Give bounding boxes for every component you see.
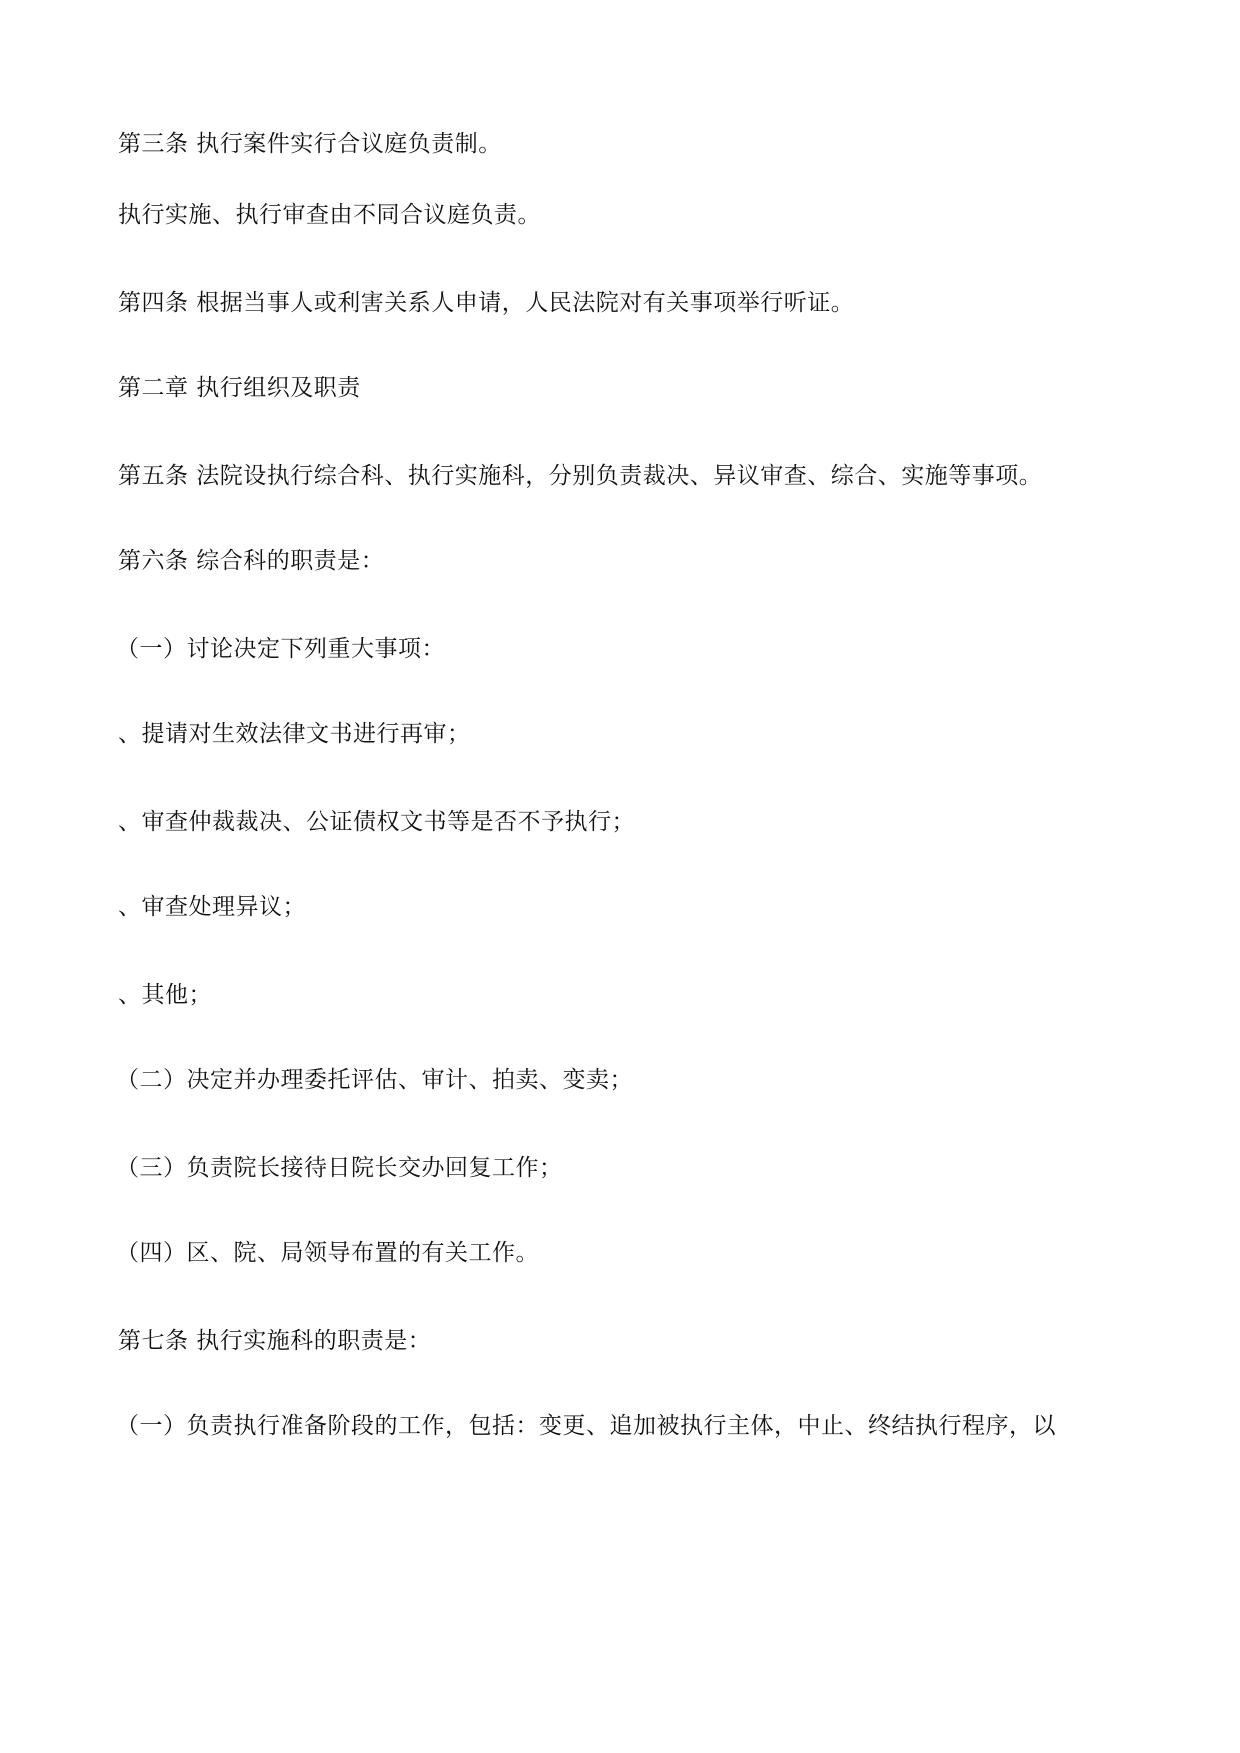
article-3: 第三条 执行案件实行合议庭负责制。 <box>118 131 502 157</box>
article-4: 第四条 根据当事人或利害关系人申请，人民法院对有关事项举行听证。 <box>118 290 855 316</box>
article-6-item-1-sub-b: 、审查仲裁裁决、公证债权文书等是否不予执行； <box>118 809 635 835</box>
article-6-item-4: （四）区、院、局领导布置的有关工作。 <box>116 1240 539 1266</box>
chapter-2-heading: 第二章 执行组织及职责 <box>118 375 361 401</box>
article-6-item-1-sub-d: 、其他； <box>118 982 212 1008</box>
article-6-item-1: （一）讨论决定下列重大事项： <box>116 636 445 662</box>
article-3-clause: 执行实施、执行审查由不同合议庭负责。 <box>118 202 541 228</box>
article-6: 第六条 综合科的职责是： <box>118 548 385 574</box>
article-6-item-3: （三）负责院长接待日院长交办回复工作； <box>116 1155 563 1181</box>
article-7-item-1: （一）负责执行准备阶段的工作，包括：变更、追加被执行主体，中止、终结执行程序，以 <box>116 1413 1056 1439</box>
article-7: 第七条 执行实施科的职责是： <box>118 1328 432 1354</box>
article-6-item-1-sub-a: 、提请对生效法律文书进行再审； <box>118 721 471 747</box>
article-5: 第五条 法院设执行综合科、执行实施科，分别负责裁决、异议审查、综合、实施等事项。 <box>118 463 1043 489</box>
article-6-item-1-sub-c: 、审查处理异议； <box>118 894 306 920</box>
article-6-item-2: （二）决定并办理委托评估、审计、拍卖、变卖； <box>116 1067 633 1093</box>
